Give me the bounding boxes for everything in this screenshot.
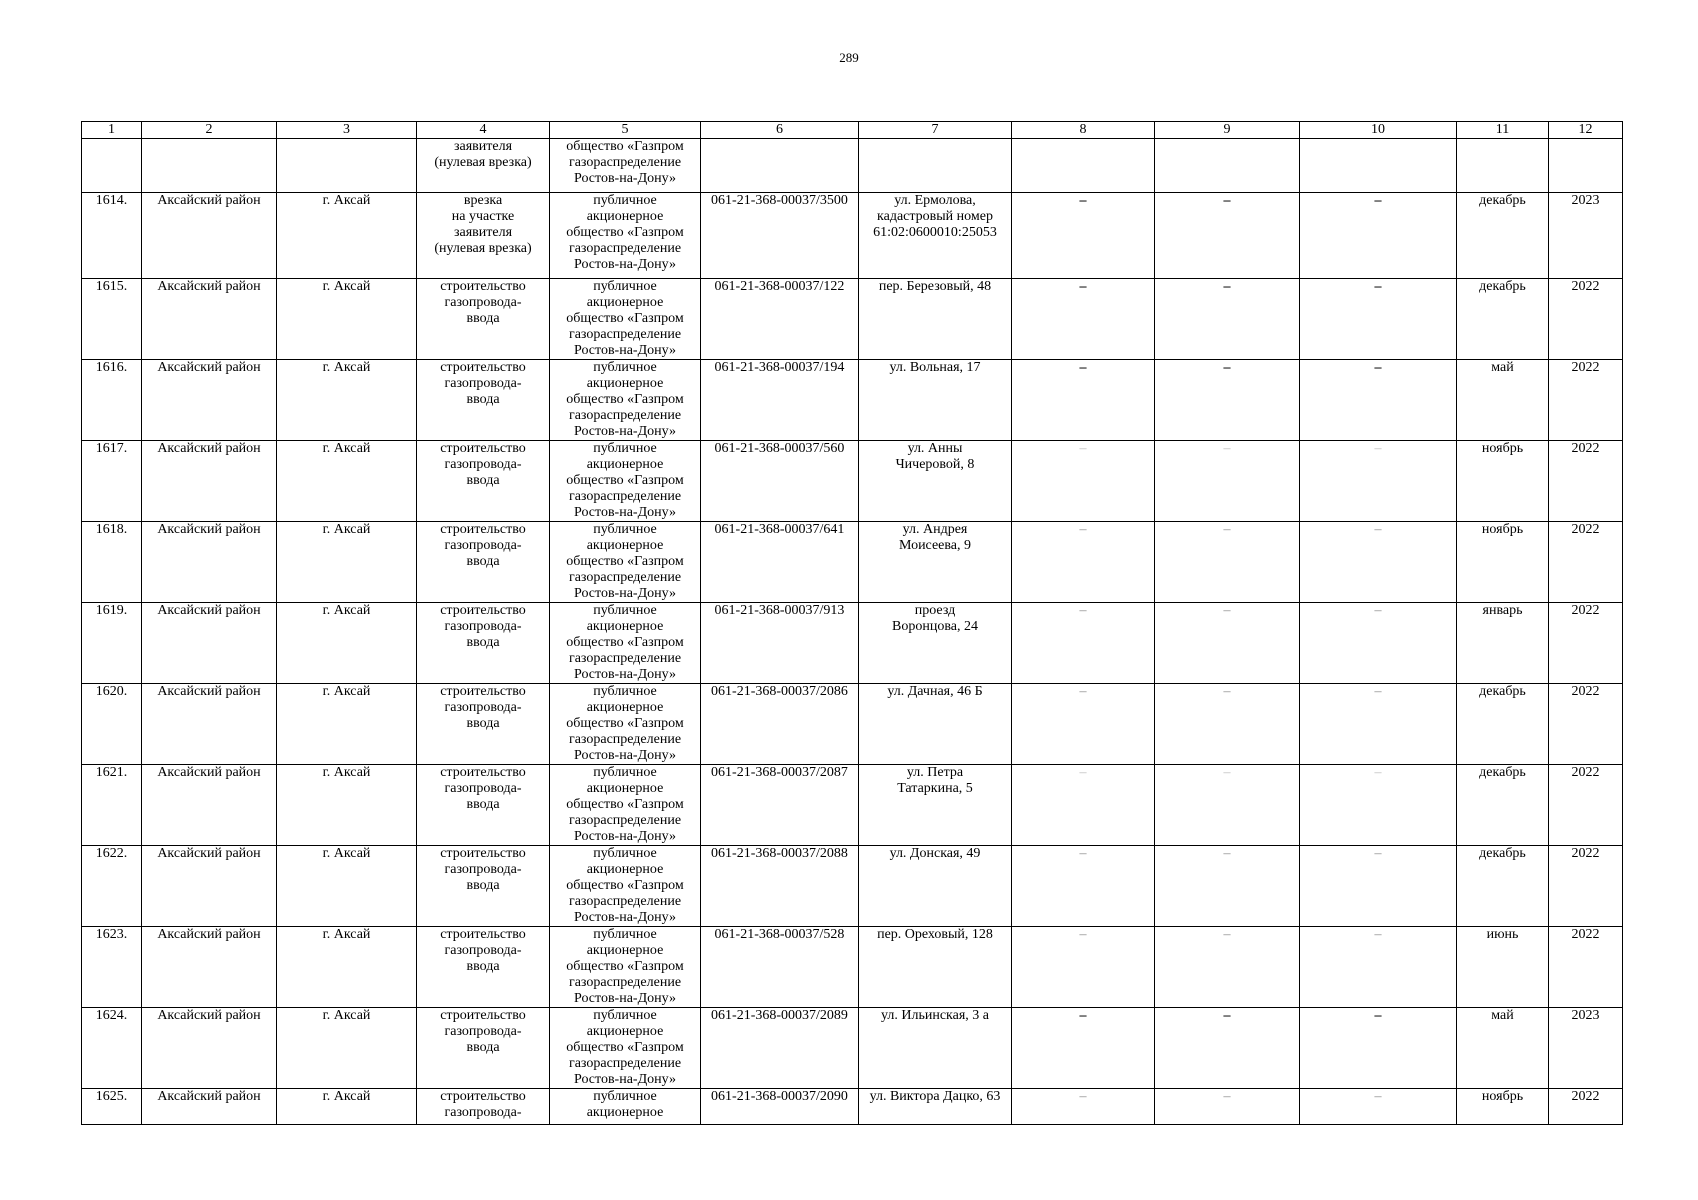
work-type-cell: строительство газопровода- ввода bbox=[417, 279, 550, 360]
column-9-cell: – bbox=[1155, 1089, 1300, 1125]
locality-cell: г. Аксай bbox=[277, 279, 417, 360]
month-cell: декабрь bbox=[1457, 765, 1549, 846]
column-9-cell: – bbox=[1155, 441, 1300, 522]
column-9-cell: – bbox=[1155, 522, 1300, 603]
locality-cell: г. Аксай bbox=[277, 360, 417, 441]
code-cell: 061-21-368-00037/2089 bbox=[701, 1008, 859, 1089]
row-number-cell: 1625. bbox=[82, 1089, 142, 1125]
work-type-cell: строительство газопровода- ввода bbox=[417, 927, 550, 1008]
column-8-cell: – bbox=[1012, 360, 1155, 441]
locality-cell: г. Аксай bbox=[277, 846, 417, 927]
column-10-cell: – bbox=[1300, 927, 1457, 1008]
code-cell: 061-21-368-00037/528 bbox=[701, 927, 859, 1008]
table-row bbox=[82, 279, 1623, 360]
address-cell: ул. Донская, 49 bbox=[859, 846, 1012, 927]
organization-cell: публичное акционерное общество «Газпром газораспределение Ростов-на-Дону» bbox=[550, 360, 701, 441]
year-cell: 2022 bbox=[1549, 279, 1623, 360]
organization-cell: публичное акционерное общество «Газпром газораспределение Ростов-на-Дону» bbox=[550, 927, 701, 1008]
organization-cell: публичное акционерное общество «Газпром газораспределение Ростов-на-Дону» bbox=[550, 441, 701, 522]
month-cell: ноябрь bbox=[1457, 1089, 1549, 1125]
column-10-cell: – bbox=[1300, 765, 1457, 846]
table-row bbox=[82, 927, 1623, 1008]
table-row bbox=[82, 360, 1623, 441]
locality-cell: г. Аксай bbox=[277, 1089, 417, 1125]
column-9-cell: – bbox=[1155, 279, 1300, 360]
column-9-cell: – bbox=[1155, 765, 1300, 846]
locality-cell: г. Аксай bbox=[277, 603, 417, 684]
column-header: 4 bbox=[417, 122, 550, 139]
code-cell: 061-21-368-00037/560 bbox=[701, 441, 859, 522]
organization-cell: публичное акционерное bbox=[550, 1089, 701, 1125]
column-header: 1 bbox=[82, 122, 142, 139]
year-cell: 2022 bbox=[1549, 360, 1623, 441]
row-number-cell: 1615. bbox=[82, 279, 142, 360]
locality-cell: г. Аксай bbox=[277, 684, 417, 765]
column-header: 9 bbox=[1155, 122, 1300, 139]
code-cell: 061-21-368-00037/3500 bbox=[701, 193, 859, 279]
column-8-cell: – bbox=[1012, 684, 1155, 765]
work-type-cell: строительство газопровода- ввода bbox=[417, 603, 550, 684]
column-9-cell: – bbox=[1155, 1008, 1300, 1089]
row-number-cell: 1624. bbox=[82, 1008, 142, 1089]
address-cell: пер. Березовый, 48 bbox=[859, 279, 1012, 360]
row-number-cell: 1616. bbox=[82, 360, 142, 441]
year-cell: 2022 bbox=[1549, 846, 1623, 927]
work-type-cell: врезка на участке заявителя (нулевая врезка) bbox=[417, 193, 550, 279]
district-cell: Аксайский район bbox=[142, 846, 277, 927]
continuation-row bbox=[82, 139, 1623, 193]
month-cell: май bbox=[1457, 1008, 1549, 1089]
table-row bbox=[82, 765, 1623, 846]
row-number-cell: 1617. bbox=[82, 441, 142, 522]
year-cell: 2023 bbox=[1549, 1008, 1623, 1089]
column-number-row bbox=[82, 122, 1623, 139]
column-9-cell: – bbox=[1155, 603, 1300, 684]
column-10-cell: – bbox=[1300, 360, 1457, 441]
year-cell: 2022 bbox=[1549, 441, 1623, 522]
address-cell: пер. Ореховый, 128 bbox=[859, 927, 1012, 1008]
code-cell: 061-21-368-00037/2087 bbox=[701, 765, 859, 846]
column-8-cell: – bbox=[1012, 1089, 1155, 1125]
column-10-cell: – bbox=[1300, 603, 1457, 684]
organization-cell: публичное акционерное общество «Газпром газораспределение Ростов-на-Дону» bbox=[550, 193, 701, 279]
column-10-cell: – bbox=[1300, 279, 1457, 360]
district-cell: Аксайский район bbox=[142, 279, 277, 360]
column-8-cell: – bbox=[1012, 846, 1155, 927]
column-9-cell: – bbox=[1155, 193, 1300, 279]
district-cell: Аксайский район bbox=[142, 927, 277, 1008]
district-cell: Аксайский район bbox=[142, 360, 277, 441]
column-header: 5 bbox=[550, 122, 701, 139]
address-cell: ул. Ильинская, 3 а bbox=[859, 1008, 1012, 1089]
month-cell: май bbox=[1457, 360, 1549, 441]
work-type-cell: строительство газопровода- ввода bbox=[417, 441, 550, 522]
locality-cell: г. Аксай bbox=[277, 441, 417, 522]
district-cell: Аксайский район bbox=[142, 522, 277, 603]
column-8-cell: – bbox=[1012, 603, 1155, 684]
year-cell: 2022 bbox=[1549, 684, 1623, 765]
work-type-cell: заявителя (нулевая врезка) bbox=[417, 139, 550, 193]
year-cell: 2023 bbox=[1549, 193, 1623, 279]
table-row bbox=[82, 1008, 1623, 1089]
month-cell: ноябрь bbox=[1457, 441, 1549, 522]
table-row bbox=[82, 603, 1623, 684]
address-cell: ул. Дачная, 46 Б bbox=[859, 684, 1012, 765]
year-cell: 2022 bbox=[1549, 603, 1623, 684]
code-cell: 061-21-368-00037/913 bbox=[701, 603, 859, 684]
address-cell: ул. Петра Татаркина, 5 bbox=[859, 765, 1012, 846]
locality-cell: г. Аксай bbox=[277, 927, 417, 1008]
row-number-cell: 1618. bbox=[82, 522, 142, 603]
column-9-cell: – bbox=[1155, 846, 1300, 927]
address-cell: ул. Андрея Моисеева, 9 bbox=[859, 522, 1012, 603]
district-cell: Аксайский район bbox=[142, 193, 277, 279]
address-cell: ул. Ермолова, кадастровый номер 61:02:0600010:25053 bbox=[859, 193, 1012, 279]
address-cell: ул. Вольная, 17 bbox=[859, 360, 1012, 441]
column-10-cell: – bbox=[1300, 684, 1457, 765]
organization-cell: публичное акционерное общество «Газпром газораспределение Ростов-на-Дону» bbox=[550, 279, 701, 360]
column-header: 12 bbox=[1549, 122, 1623, 139]
column-10-cell: – bbox=[1300, 846, 1457, 927]
register-table bbox=[81, 121, 1623, 1125]
work-type-cell: строительство газопровода- ввода bbox=[417, 684, 550, 765]
locality-cell: г. Аксай bbox=[277, 1008, 417, 1089]
organization-cell: публичное акционерное общество «Газпром газораспределение Ростов-на-Дону» bbox=[550, 522, 701, 603]
district-cell: Аксайский район bbox=[142, 684, 277, 765]
organization-cell: публичное акционерное общество «Газпром газораспределение Ростов-на-Дону» bbox=[550, 603, 701, 684]
column-8-cell: – bbox=[1012, 1008, 1155, 1089]
column-10-cell: – bbox=[1300, 1008, 1457, 1089]
district-cell: Аксайский район bbox=[142, 1089, 277, 1125]
column-9-cell: – bbox=[1155, 360, 1300, 441]
organization-cell: публичное акционерное общество «Газпром газораспределение Ростов-на-Дону» bbox=[550, 765, 701, 846]
code-cell: 061-21-368-00037/122 bbox=[701, 279, 859, 360]
column-header: 8 bbox=[1012, 122, 1155, 139]
district-cell: Аксайский район bbox=[142, 603, 277, 684]
row-number-cell: 1622. bbox=[82, 846, 142, 927]
column-10-cell: – bbox=[1300, 1089, 1457, 1125]
table-row bbox=[82, 1089, 1623, 1125]
work-type-cell: строительство газопровода- ввода bbox=[417, 522, 550, 603]
address-cell: ул. Виктора Дацко, 63 bbox=[859, 1089, 1012, 1125]
table-row bbox=[82, 441, 1623, 522]
column-9-cell: – bbox=[1155, 927, 1300, 1008]
month-cell: ноябрь bbox=[1457, 522, 1549, 603]
row-number-cell: 1623. bbox=[82, 927, 142, 1008]
column-header: 2 bbox=[142, 122, 277, 139]
code-cell: 061-21-368-00037/2090 bbox=[701, 1089, 859, 1125]
year-cell: 2022 bbox=[1549, 1089, 1623, 1125]
month-cell: декабрь bbox=[1457, 684, 1549, 765]
column-header: 7 bbox=[859, 122, 1012, 139]
month-cell: июнь bbox=[1457, 927, 1549, 1008]
code-cell: 061-21-368-00037/2086 bbox=[701, 684, 859, 765]
work-type-cell: строительство газопровода- ввода bbox=[417, 846, 550, 927]
month-cell: декабрь bbox=[1457, 193, 1549, 279]
column-8-cell: – bbox=[1012, 279, 1155, 360]
organization-cell: публичное акционерное общество «Газпром газораспределение Ростов-на-Дону» bbox=[550, 846, 701, 927]
row-number-cell: 1619. bbox=[82, 603, 142, 684]
table-row bbox=[82, 684, 1623, 765]
address-cell: проезд Воронцова, 24 bbox=[859, 603, 1012, 684]
district-cell: Аксайский район bbox=[142, 441, 277, 522]
column-header: 11 bbox=[1457, 122, 1549, 139]
year-cell: 2022 bbox=[1549, 765, 1623, 846]
locality-cell: г. Аксай bbox=[277, 193, 417, 279]
year-cell: 2022 bbox=[1549, 927, 1623, 1008]
month-cell: январь bbox=[1457, 603, 1549, 684]
column-8-cell: – bbox=[1012, 441, 1155, 522]
table-row bbox=[82, 522, 1623, 603]
row-number-cell: 1614. bbox=[82, 193, 142, 279]
code-cell: 061-21-368-00037/194 bbox=[701, 360, 859, 441]
column-8-cell: – bbox=[1012, 927, 1155, 1008]
organization-cell: публичное акционерное общество «Газпром газораспределение Ростов-на-Дону» bbox=[550, 1008, 701, 1089]
work-type-cell: строительство газопровода- bbox=[417, 1089, 550, 1125]
column-8-cell: – bbox=[1012, 765, 1155, 846]
column-9-cell: – bbox=[1155, 684, 1300, 765]
column-header: 6 bbox=[701, 122, 859, 139]
code-cell: 061-21-368-00037/2088 bbox=[701, 846, 859, 927]
page-number: 289 bbox=[839, 50, 859, 65]
organization-cell: публичное акционерное общество «Газпром газораспределение Ростов-на-Дону» bbox=[550, 684, 701, 765]
locality-cell: г. Аксай bbox=[277, 765, 417, 846]
column-8-cell: – bbox=[1012, 193, 1155, 279]
year-cell: 2022 bbox=[1549, 522, 1623, 603]
district-cell: Аксайский район bbox=[142, 1008, 277, 1089]
column-header: 10 bbox=[1300, 122, 1457, 139]
district-cell: Аксайский район bbox=[142, 765, 277, 846]
table-row bbox=[82, 846, 1623, 927]
column-10-cell: – bbox=[1300, 522, 1457, 603]
work-type-cell: строительство газопровода- ввода bbox=[417, 360, 550, 441]
row-number-cell: 1621. bbox=[82, 765, 142, 846]
locality-cell: г. Аксай bbox=[277, 522, 417, 603]
column-10-cell: – bbox=[1300, 441, 1457, 522]
column-header: 3 bbox=[277, 122, 417, 139]
table-row bbox=[82, 193, 1623, 279]
column-8-cell: – bbox=[1012, 522, 1155, 603]
address-cell: ул. Анны Чичеровой, 8 bbox=[859, 441, 1012, 522]
organization-cell: общество «Газпром газораспределение Ростов-на-Дону» bbox=[550, 139, 701, 193]
column-10-cell: – bbox=[1300, 193, 1457, 279]
work-type-cell: строительство газопровода- ввода bbox=[417, 1008, 550, 1089]
month-cell: декабрь bbox=[1457, 279, 1549, 360]
row-number-cell: 1620. bbox=[82, 684, 142, 765]
code-cell: 061-21-368-00037/641 bbox=[701, 522, 859, 603]
work-type-cell: строительство газопровода- ввода bbox=[417, 765, 550, 846]
month-cell: декабрь bbox=[1457, 846, 1549, 927]
